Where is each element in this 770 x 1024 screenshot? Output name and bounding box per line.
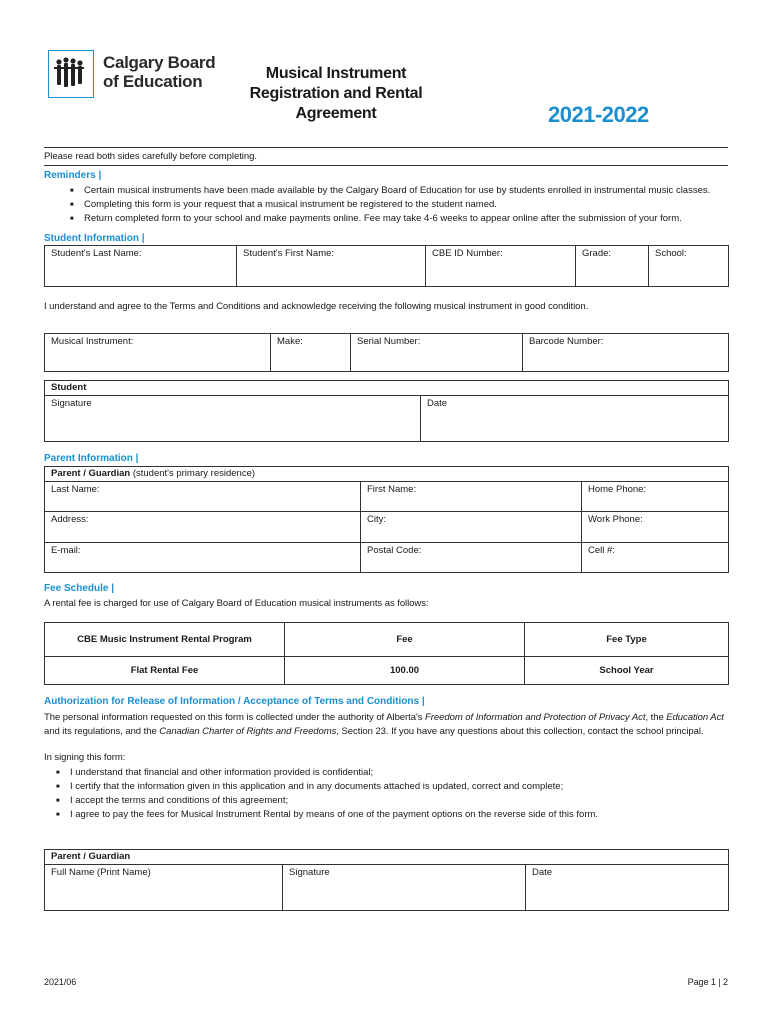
- intro-text: Please read both sides carefully before completing.: [44, 151, 257, 162]
- student-signature-heading: Student: [45, 381, 729, 396]
- signing-list: [30, 766, 730, 822]
- list-item: ■ I certify that the information given in this application and in any documents attached is updated, correct and complete;: [30, 780, 730, 794]
- authorization-line2: [44, 725, 744, 739]
- people-icon: [49, 51, 92, 96]
- student-info-heading: Student Information |: [44, 233, 145, 244]
- title-line3: Agreement: [295, 105, 377, 122]
- education-act: Education Act: [666, 712, 724, 723]
- student-date-field[interactable]: Date: [421, 396, 729, 442]
- student-last-name-field[interactable]: Student's Last Name:: [45, 246, 237, 287]
- musical-instrument-field[interactable]: Musical Instrument:: [45, 334, 271, 372]
- student-first-name-field[interactable]: Student's First Name:: [237, 246, 426, 287]
- full-name-field[interactable]: Full Name (Print Name): [45, 865, 283, 911]
- parent-signature-table: [44, 849, 729, 911]
- city-field[interactable]: City:: [361, 512, 582, 542]
- list-item: ■ Completing this form is your request that a musical instrument be registered to the student named.: [44, 198, 734, 212]
- authorization-paragraph: [44, 711, 744, 739]
- fee-header-program: CBE Music Instrument Rental Program: [45, 623, 285, 657]
- reminders-list: [44, 184, 734, 226]
- cbe-id-field[interactable]: CBE ID Number:: [426, 246, 576, 287]
- auth-text-a: The personal information requested on this form is collected under the authority of Alberta's: [44, 712, 426, 723]
- address-field[interactable]: Address:: [45, 512, 361, 542]
- list-item: ■ I understand that financial and other information provided is confidential;: [30, 766, 730, 780]
- parent-signature-heading: Parent / Guardian: [45, 850, 729, 865]
- fee-table: [44, 622, 729, 685]
- charter: Canadian Charter of Rights and Freedoms: [159, 726, 337, 737]
- fee-schedule-text: A rental fee is charged for use of Calgary Board of Education musical instruments as follows:: [44, 598, 429, 609]
- list-item: ■ Certain musical instruments have been made available by the Calgary Board of Education for use by students enrolled in instrumental music classes.: [44, 184, 734, 198]
- logo-wordmark: [103, 53, 215, 91]
- title-line1: Musical Instrument: [265, 65, 407, 82]
- email-field[interactable]: E-mail:: [45, 542, 361, 572]
- barcode-number-field[interactable]: Barcode Number:: [523, 334, 729, 372]
- parent-first-name-field[interactable]: First Name:: [361, 482, 582, 512]
- make-field[interactable]: Make:: [271, 334, 351, 372]
- logo-line1: Calgary Board: [103, 53, 216, 72]
- school-field[interactable]: School:: [649, 246, 729, 287]
- list-item: ■ I agree to pay the fees for Musical Instrument Rental by means of one of the payment options on the reverse side of this form.: [30, 808, 730, 822]
- header-divider: [44, 147, 728, 148]
- agreement-text: I understand and agree to the Terms and Conditions and acknowledge receiving the following musical instrument in good condition.: [44, 301, 589, 312]
- parent-last-name-field[interactable]: Last Name:: [45, 482, 361, 512]
- parent-signature-field[interactable]: Signature: [283, 865, 526, 911]
- title-line2: Registration and Rental: [249, 85, 423, 102]
- list-item: ■ I accept the terms and conditions of this agreement;: [30, 794, 730, 808]
- fee-header-type: Fee Type: [525, 623, 729, 657]
- fee-amount-value: 100.00: [285, 657, 525, 685]
- authorization-line1: [44, 711, 744, 725]
- parent-guardian-label: Parent / Guardian: [51, 468, 131, 479]
- parent-info-table: [44, 466, 729, 573]
- reminders-heading: Reminders |: [44, 170, 102, 181]
- intro-divider: [44, 165, 728, 166]
- fee-type-value: School Year: [525, 657, 729, 685]
- list-item: ■ Return completed form to your school and make payments online. Fee may take 4-6 weeks to appear online after the submission of your form.: [44, 212, 734, 226]
- page-number: Page 1 | 2: [687, 977, 728, 987]
- signing-intro: In signing this form:: [44, 752, 126, 763]
- work-phone-field[interactable]: Work Phone:: [582, 512, 729, 542]
- postal-code-field[interactable]: Postal Code:: [361, 542, 582, 572]
- auth-text-f: , Section 23. If you have any questions about this collection, contact the school principal.: [336, 726, 704, 737]
- home-phone-field[interactable]: Home Phone:: [582, 482, 729, 512]
- fee-header-fee: Fee: [285, 623, 525, 657]
- footer-date: 2021/06: [44, 977, 77, 987]
- logo-line2: of Education: [103, 72, 203, 91]
- grade-field[interactable]: Grade:: [576, 246, 649, 287]
- auth-text-c: , the: [645, 712, 667, 723]
- fee-schedule-heading: Fee Schedule |: [44, 583, 115, 594]
- student-info-table: [44, 245, 729, 287]
- primary-residence-note: (student's primary residence): [130, 468, 256, 479]
- parent-date-field[interactable]: Date: [526, 865, 729, 911]
- page-title: [236, 64, 436, 124]
- cell-field[interactable]: Cell #:: [582, 542, 729, 572]
- instrument-table: [44, 333, 729, 372]
- parent-info-subheading: [45, 467, 729, 482]
- student-signature-field[interactable]: Signature: [45, 396, 421, 442]
- serial-number-field[interactable]: Serial Number:: [351, 334, 523, 372]
- school-year: 2021-2022: [548, 102, 649, 127]
- parent-info-heading: Parent Information |: [44, 453, 139, 464]
- logo-emblem: [48, 50, 94, 98]
- fee-program-value: Flat Rental Fee: [45, 657, 285, 685]
- student-signature-table: [44, 380, 729, 442]
- auth-text-e: and its regulations, and the: [44, 726, 160, 737]
- authorization-heading: Authorization for Release of Information / Acceptance of Terms and Conditions |: [44, 696, 425, 707]
- foip-act: Freedom of Information and Protection of Privacy Act: [425, 712, 646, 723]
